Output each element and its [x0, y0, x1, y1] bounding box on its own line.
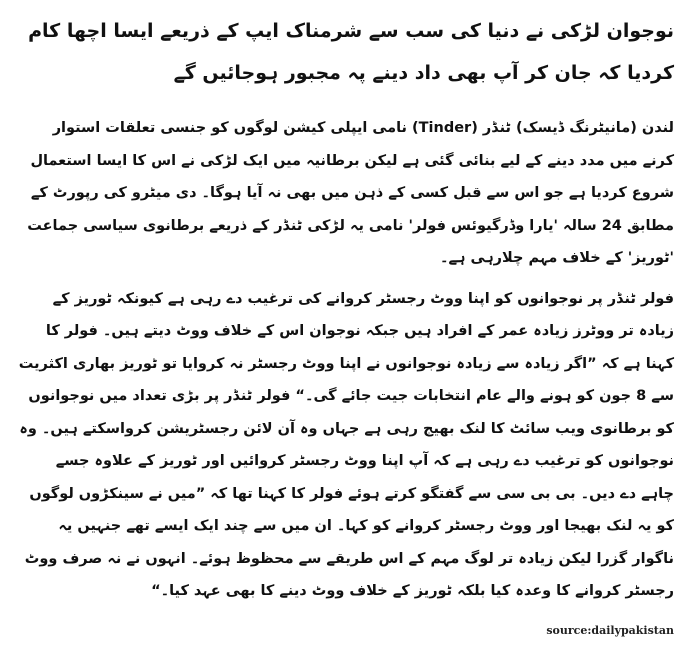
article: [18, 10, 674, 616]
source-credit: source:dailypakistan: [546, 624, 674, 637]
article-paragraph: فولر ٹنڈر پر نوجوانوں کو اپنا ووٹ رجسٹر کروانے کی ترغیب دے رہی ہے کیونکہ ٹوریز کے زیادہ تر ووٹرز زیادہ عمر کے افراد ہیں جبکہ نوجوان اس کے خلاف ووٹ دیتے ہیں۔ فولر کا کہنا ہے کہ ”اگر زیادہ سے زیادہ نوجوانوں نے اپنا ووٹ رجسٹر نہ کروایا تو ٹوریز بھاری اکثریت سے 8 جون کو ہونے والے عام انتخابات جیت جائے گی۔“ فولر ٹنڈر پر بڑی تعداد میں نوجوانوں کو برطانوی ویب سائٹ کا لنک بھیج رہی ہے جہاں وہ آن لائن رجسٹریشن کرواسکتے ہیں۔ وہ نوجوانوں کو ترغیب دے رہی ہے کہ آپ اپنا ووٹ رجسٹر کروائیں اور ٹوریز کے علاوہ جسے چاہے دے دیں۔ بی بی سی سے گفتگو کرتے ہوئے فولر کا کہنا تھا کہ ”میں نے سینکڑوں لوگوں کو یہ لنک بھیجا اور ووٹ رجسٹر کروانے کو کہا۔ ان میں سے چند ایک ایسے تھے جنہیں یہ ناگوار گزرا لیکن زیادہ تر لوگ مہم کے اس طریقے سے محظوظ ہوئے۔ انہوں نے نہ صرف ووٹ رجسٹر کروانے کا وعدہ کیا بلکہ ٹوریز کے خلاف ووٹ دینے کا بھی عہد کیا۔“: [18, 290, 674, 599]
article-paragraph: لندن (مانیٹرنگ ڈیسک) ٹنڈر (Tinder) نامی ایپلی کیشن لوگوں کو جنسی تعلقات استوار کرنے میں مدد دینے کے لیے بنائی گئی ہے لیکن برطانیہ میں ایک لڑکی نے اس کا ایسا استعمال شروع کردیا ہے جو اس سے قبل کسی کے ذہن میں بھی نہ آیا ہوگا۔ دی میٹرو کی رپورٹ کے مطابق 24 سالہ 'یارا وڈرگیوئس فولر' نامی یہ لڑکی ٹنڈر کے ذریعے برطانوی سیاسی جماعت 'ٹوریز' کے خلاف مہم چلارہی ہے۔: [27, 120, 674, 266]
article-headline: نوجوان لڑکی نے دنیا کی سب سے شرمناک ایپ کے ذریعے ایسا اچھا کام کردیا کہ جان کر آپ بھی داد دینے پہ مجبور ہوجائیں گے: [28, 20, 674, 84]
